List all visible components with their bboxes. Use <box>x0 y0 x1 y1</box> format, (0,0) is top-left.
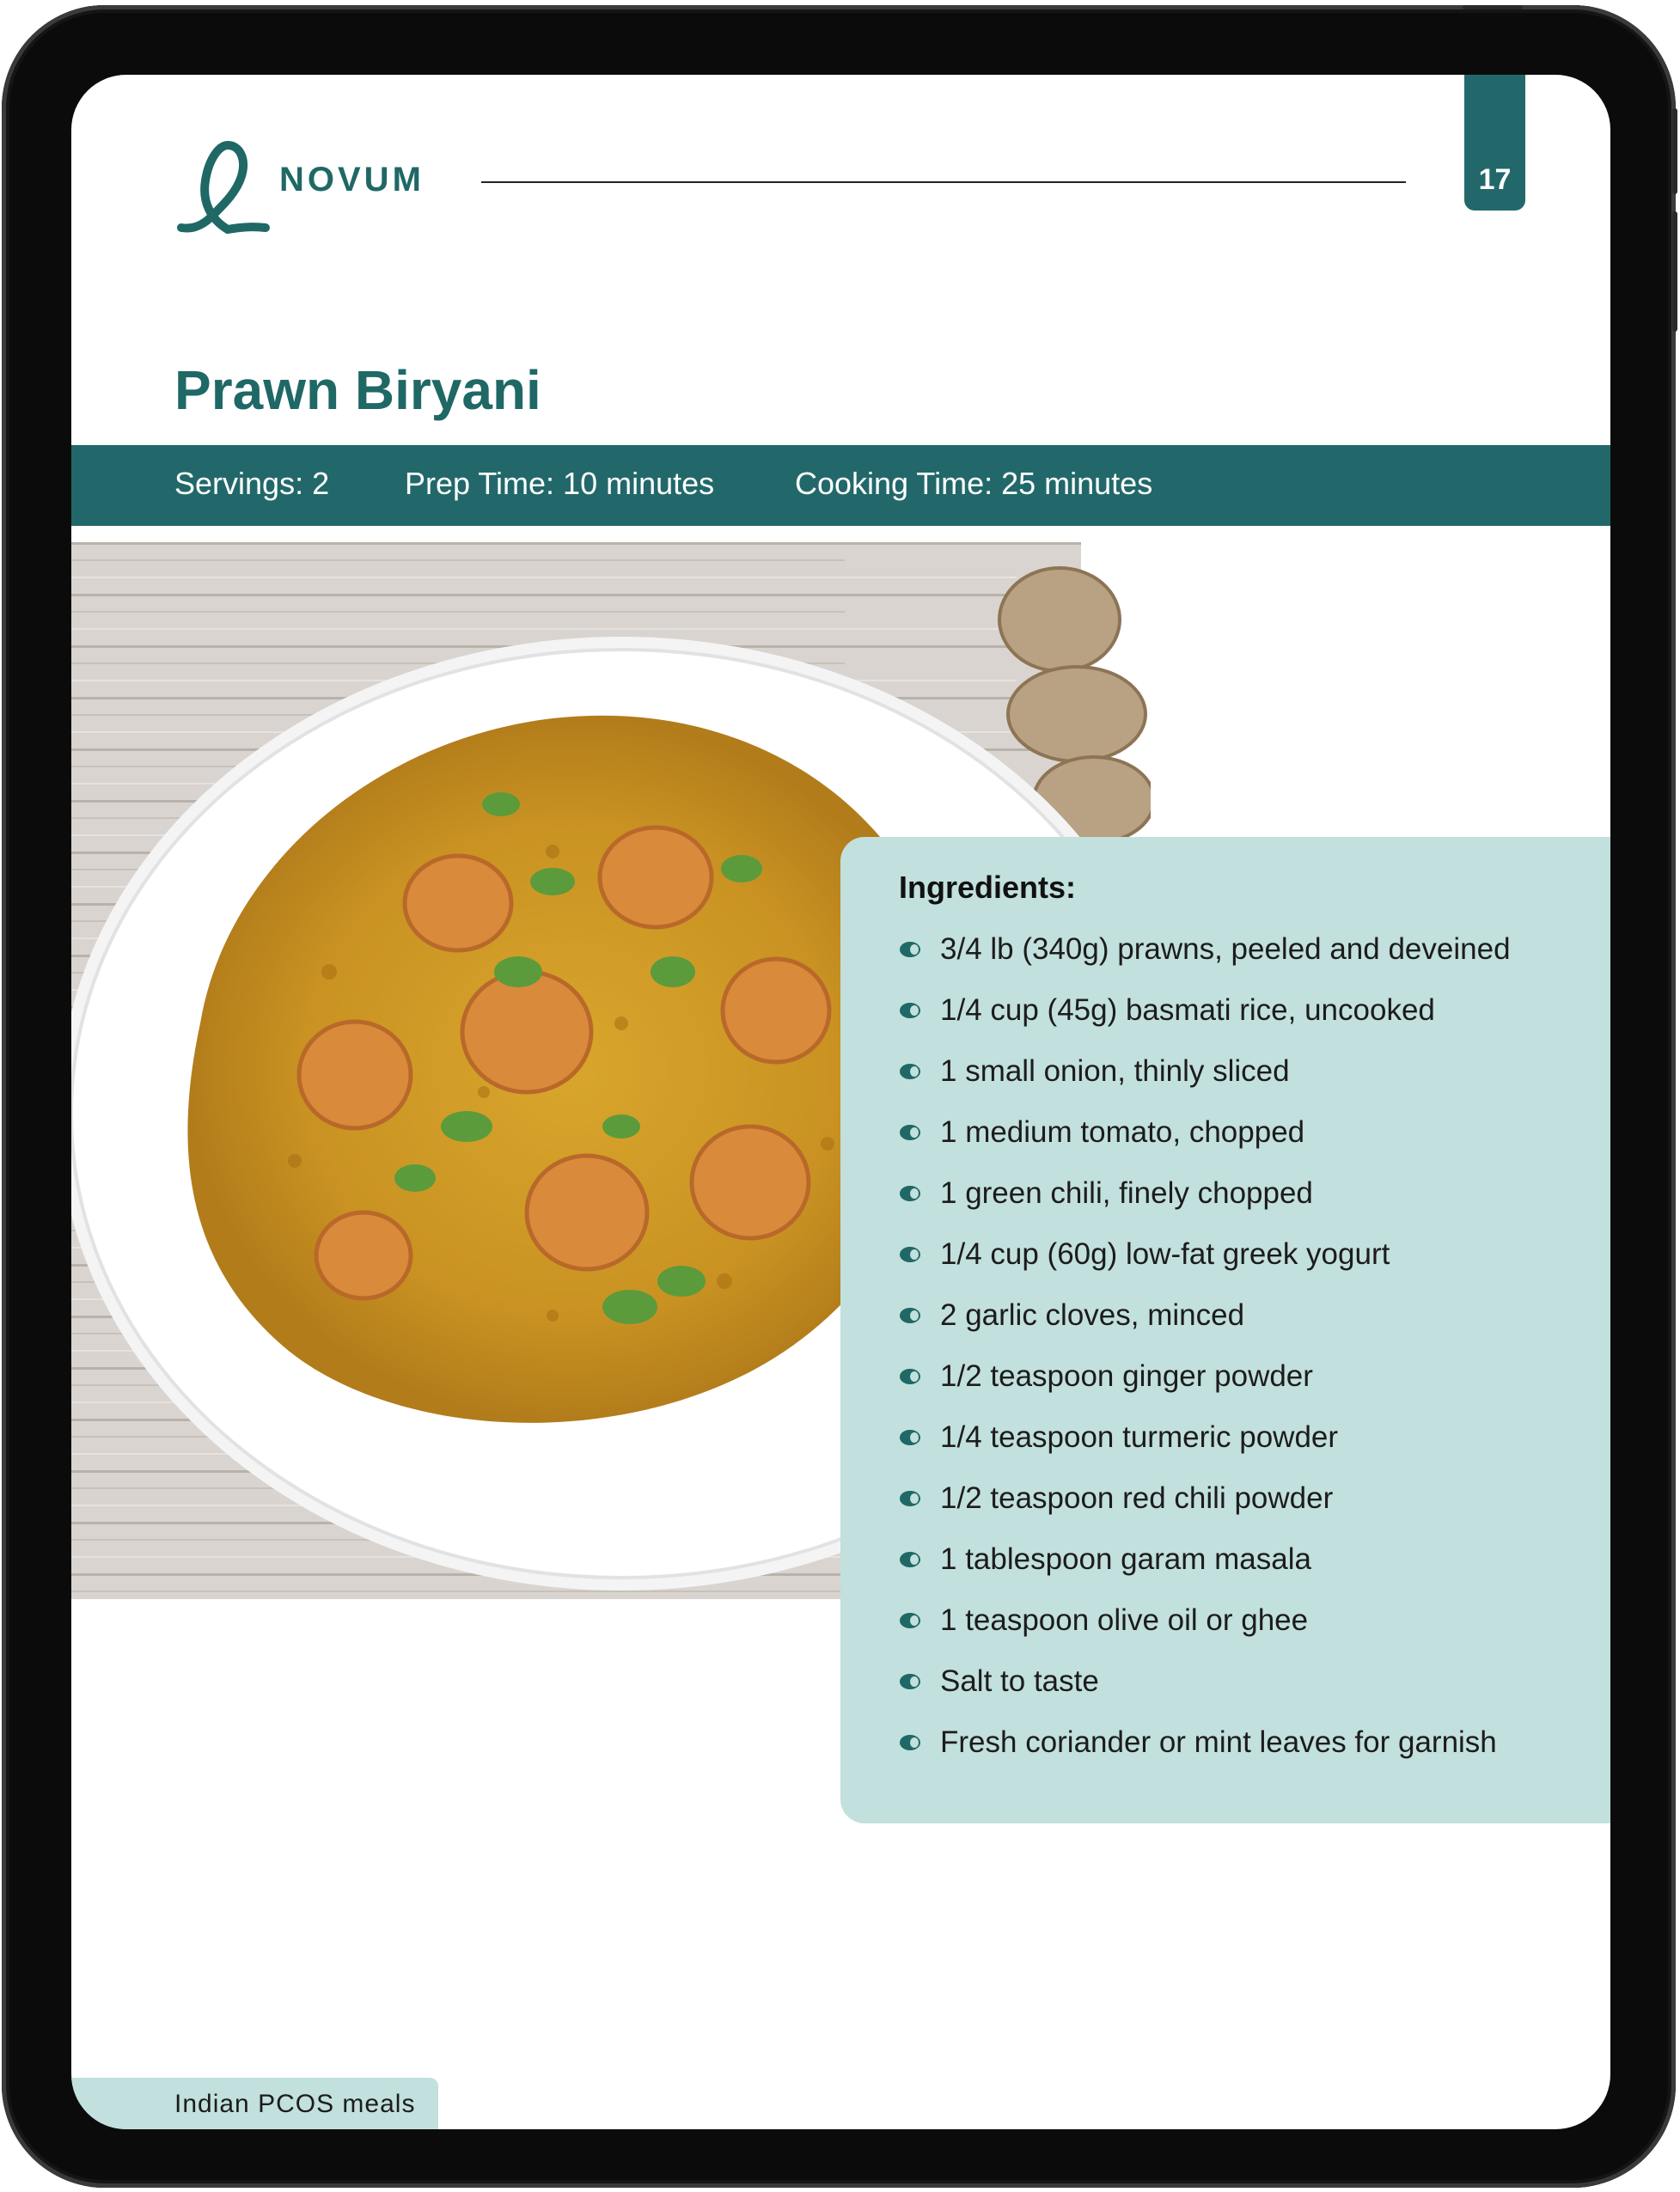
leaf-bullet-icon <box>899 1551 921 1568</box>
recipe-title: Prawn Biryani <box>174 359 541 421</box>
page-number: 17 <box>1464 75 1525 211</box>
leaf-bullet-icon <box>899 1490 921 1507</box>
ingredient-text: 1/4 cup (45g) basmati rice, uncooked <box>940 993 1435 1027</box>
ingredient-text: 1/4 teaspoon turmeric powder <box>940 1420 1339 1454</box>
ingredient-text: 1/2 teaspoon red chili powder <box>940 1481 1334 1515</box>
prep-time-label: Prep Time: 10 minutes <box>405 466 715 501</box>
ingredient-item <box>899 1297 1586 1333</box>
ingredient-text: Salt to taste <box>940 1664 1099 1698</box>
brand-name: NOVUM <box>279 161 425 198</box>
ingredient-item <box>899 1481 1586 1516</box>
ingredient-item <box>899 1420 1586 1455</box>
leaf-bullet-icon <box>899 1246 921 1263</box>
ingredient-item <box>899 1664 1586 1699</box>
ingredient-text: 3/4 lb (340g) prawns, peeled and deveined <box>940 932 1511 966</box>
section-label: Indian PCOS meals <box>174 2090 416 2118</box>
leaf-bullet-icon <box>899 1673 921 1690</box>
leaf-bullet-icon <box>899 1307 921 1324</box>
ebook-page <box>71 75 1610 2129</box>
ingredient-text: 1 teaspoon olive oil or ghee <box>940 1603 1309 1637</box>
ingredient-item <box>899 1725 1586 1760</box>
section-footer-tag <box>71 2078 438 2129</box>
tablet-frame <box>2 5 1676 2188</box>
ingredient-text: 1 green chili, finely chopped <box>940 1176 1313 1210</box>
ingredients-heading: Ingredients: <box>899 870 1077 905</box>
leaf-bullet-icon <box>899 1612 921 1629</box>
ingredient-item <box>899 931 1586 967</box>
leaf-bullet-icon <box>899 1734 921 1751</box>
ingredient-item <box>899 992 1586 1028</box>
side-button <box>1672 211 1677 332</box>
leaf-bullet-icon <box>899 941 921 958</box>
ingredient-text: 1 small onion, thinly sliced <box>940 1054 1290 1088</box>
ingredient-item <box>899 1175 1586 1211</box>
ingredient-text: 1 tablespoon garam masala <box>940 1542 1311 1576</box>
leaf-bullet-icon <box>899 1185 921 1202</box>
ingredient-item <box>899 1114 1586 1150</box>
ingredient-text: 1/2 teaspoon ginger powder <box>940 1359 1313 1393</box>
ingredient-text: Fresh coriander or mint leaves for garnish <box>940 1725 1497 1759</box>
leaf-bullet-icon <box>899 1429 921 1446</box>
ingredient-item <box>899 1603 1586 1638</box>
ingredients-list <box>899 931 1586 1786</box>
cooking-time-label: Cooking Time: 25 minutes <box>795 466 1153 501</box>
ingredient-item <box>899 1053 1586 1089</box>
leaf-bullet-icon <box>899 1002 921 1019</box>
ingredient-text: 2 garlic cloves, minced <box>940 1298 1245 1332</box>
recipe-info-bar <box>71 445 1610 526</box>
ingredient-item <box>899 1542 1586 1577</box>
header-divider <box>481 181 1406 183</box>
novum-logo-icon <box>176 133 271 235</box>
ingredient-text: 1/4 cup (60g) low-fat greek yogurt <box>940 1237 1390 1271</box>
side-button <box>1672 108 1677 194</box>
ingredient-text: 1 medium tomato, chopped <box>940 1115 1305 1149</box>
top-button <box>1463 5 1523 9</box>
ingredients-card <box>840 837 1610 1823</box>
leaf-bullet-icon <box>899 1124 921 1141</box>
leaf-bullet-icon <box>899 1063 921 1080</box>
ingredient-item <box>899 1359 1586 1394</box>
ingredient-item <box>899 1236 1586 1272</box>
servings-label: Servings: 2 <box>174 466 330 501</box>
leaf-bullet-icon <box>899 1368 921 1385</box>
